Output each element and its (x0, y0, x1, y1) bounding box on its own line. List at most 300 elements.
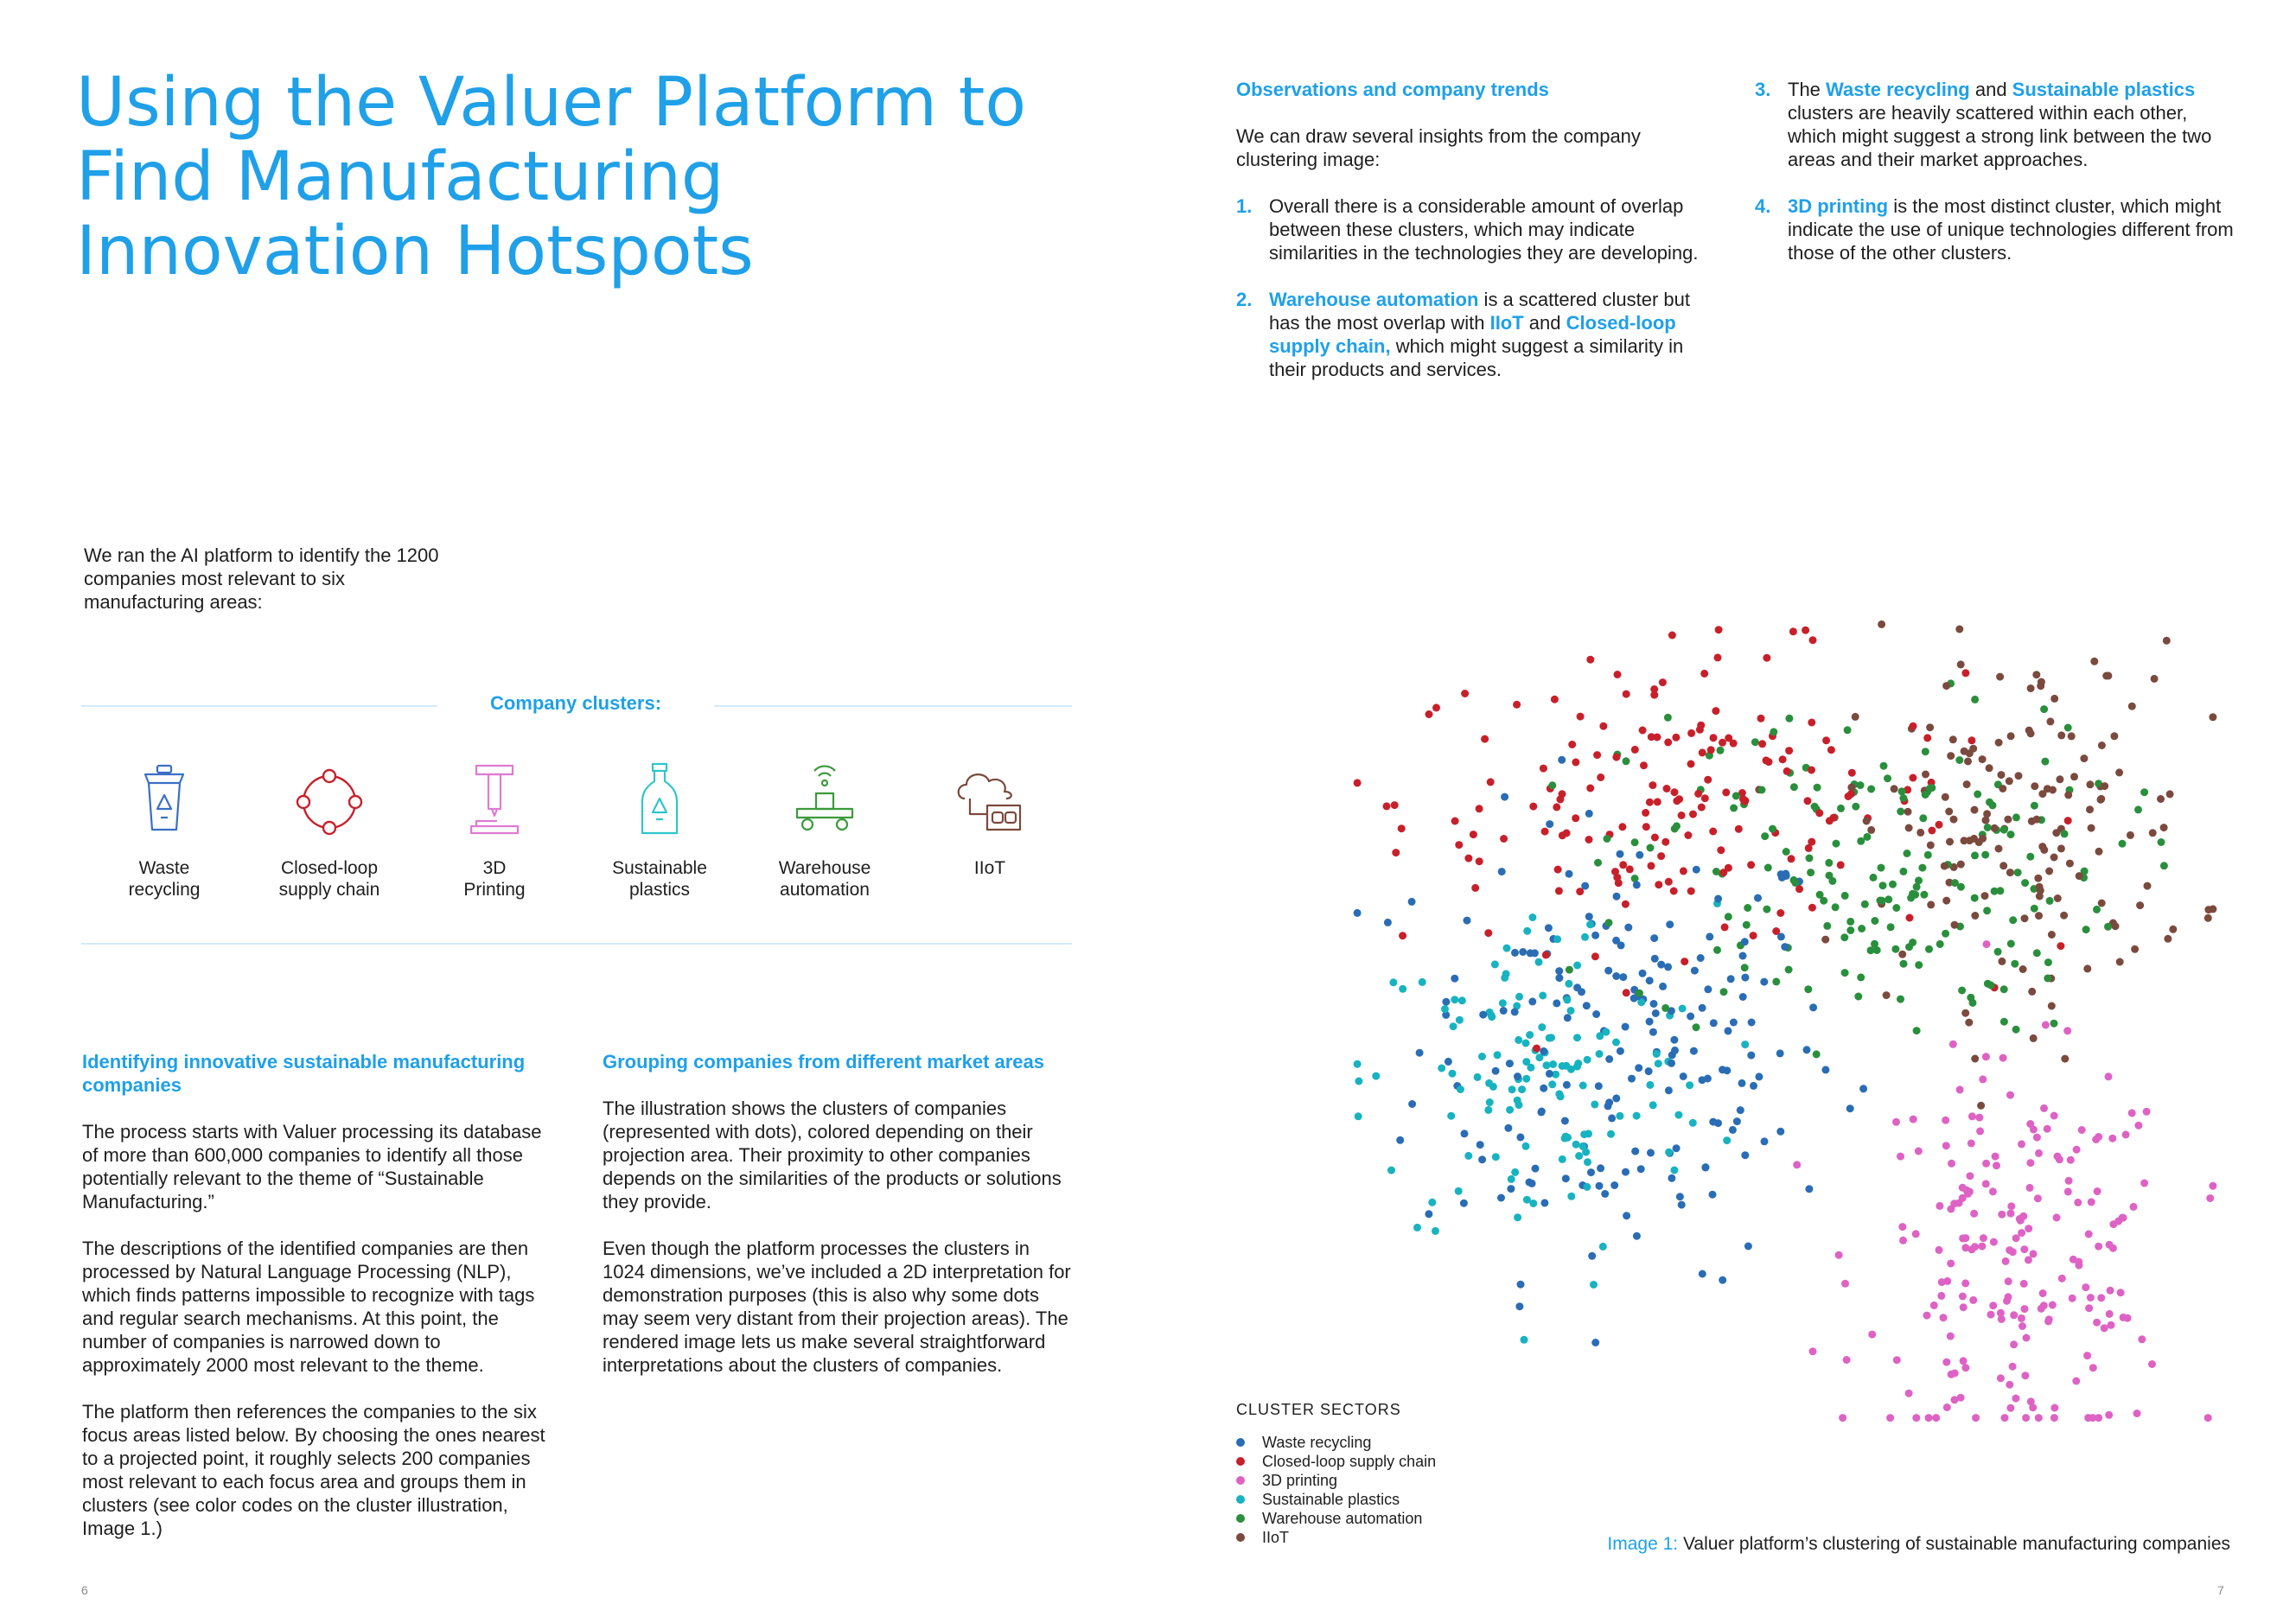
scatter-point (1503, 945, 1511, 952)
scatter-point (1919, 814, 1927, 822)
scatter-point (1449, 1070, 1457, 1078)
scatter-point (2018, 1229, 2025, 1237)
scatter-point (1607, 1130, 1615, 1138)
scatter-point (1706, 932, 1713, 940)
scatter-point (1555, 974, 1563, 982)
scatter-point (1581, 882, 1589, 890)
scatter-point (2019, 965, 2027, 973)
scatter-point (1981, 892, 1989, 900)
scatter-point (1809, 1347, 1817, 1355)
scatter-point (1857, 973, 1865, 981)
scatter-point (1727, 975, 1735, 983)
scatter-point (2015, 772, 2023, 780)
scatter-point (2012, 1395, 2019, 1403)
scatter-point (1582, 1149, 1590, 1156)
scatter-point (1846, 926, 1854, 934)
legend-dot (1236, 1533, 1245, 1542)
scatter-point (1566, 870, 1573, 878)
scatter-point (1887, 923, 1895, 931)
scatter-point (1961, 1009, 1969, 1017)
scatter-point (1559, 1155, 1566, 1163)
scatter-point (1585, 836, 1593, 843)
scatter-point (1635, 1064, 1642, 1072)
scatter-point (1704, 985, 1712, 993)
scatter-point (1687, 761, 1695, 768)
scatter-point (1755, 1072, 1763, 1080)
scatter-point (2119, 840, 2127, 848)
scatter-point (2136, 901, 2144, 909)
scatter-point (1500, 835, 1508, 843)
scatter-point (1710, 1019, 1718, 1027)
scatter-point (2117, 1289, 2125, 1296)
scatter-point (1384, 919, 1392, 926)
scatter-point (1693, 1023, 1700, 1031)
scatter-point (2053, 1213, 2061, 1221)
scatter-point (1893, 1356, 1901, 1364)
scatter-point (2087, 1294, 2095, 1302)
scatter-point (1521, 1336, 1528, 1344)
scatter-point (1596, 1050, 1604, 1058)
scatter-point (2109, 1220, 2117, 1228)
observation-text: and (1523, 312, 1566, 334)
scatter-point (2007, 831, 2015, 838)
scatter-point (1781, 943, 1789, 951)
scatter-point (1997, 1309, 2005, 1317)
scatter-point (2006, 1092, 2014, 1099)
scatter-point (1470, 831, 1477, 838)
scatter-point (1597, 773, 1604, 781)
scatter-point (1464, 917, 1471, 925)
scatter-point (1937, 1292, 1945, 1300)
scatter-point (2105, 1072, 2113, 1080)
scatter-point (2029, 1403, 2037, 1411)
scatter-point (2093, 906, 2101, 913)
scatter-point (1519, 948, 1527, 956)
scatter-point (2169, 926, 2177, 933)
scatter-point (1840, 933, 1848, 941)
scatter-point (1922, 771, 1929, 779)
scatter-point (2133, 1410, 2141, 1417)
scatter-point (1857, 837, 1865, 845)
scatter-point (1590, 1281, 1598, 1289)
scatter-point (2025, 1225, 2032, 1232)
scatter-point (1540, 1199, 1548, 1206)
scatter-point (1714, 1119, 1722, 1127)
scatter-point (2085, 1304, 2093, 1312)
scatter-point (1455, 841, 1463, 849)
scatter-point (2018, 1140, 2025, 1148)
scatter-point (2052, 829, 2060, 837)
scatter-point (2157, 795, 2165, 803)
scatter-point (2064, 1187, 2072, 1195)
scatter-point (1889, 881, 1897, 888)
scatter-point (1763, 906, 1770, 913)
scatter-point (1750, 932, 1757, 939)
scatter-point (1808, 767, 1815, 774)
scatter-point (1739, 952, 1747, 960)
scatter-point (2028, 988, 2036, 996)
scatter-point (1398, 824, 1406, 832)
scatter-point (1484, 929, 1492, 937)
scatter-point (1583, 1002, 1591, 1009)
scatter-point (1947, 1333, 1955, 1340)
scatter-point (1917, 829, 1924, 837)
scatter-point (1969, 1296, 1977, 1304)
scatter-point (2012, 1026, 2020, 1034)
scatter-point (1581, 933, 1589, 941)
cluster-waste-recycling (91, 761, 238, 901)
scatter-point (2148, 1360, 2156, 1368)
scatter-point (1594, 859, 1602, 867)
scatter-point (1665, 1149, 1673, 1156)
scatter-point (1891, 945, 1899, 953)
scatter-point (1392, 849, 1400, 856)
divider-left (81, 705, 437, 707)
scatter-point (2058, 1275, 2066, 1282)
scatter-point (1549, 1060, 1557, 1068)
scatter-point (2012, 813, 2020, 821)
cluster-label-line1: Closed-loop (280, 858, 379, 878)
scatter-point (2070, 773, 2078, 780)
scatter-point (2031, 905, 2038, 913)
observation-text: is the most distinct cluster, which might indicate the use of unique technologies different from those of the other clusters. (1788, 195, 2234, 264)
scatter-point (1823, 922, 1831, 930)
scatter-point (1553, 999, 1560, 1007)
scatter-point (1599, 722, 1607, 730)
scatter-point (1413, 1224, 1421, 1232)
scatter-point (1693, 866, 1700, 874)
legend-dot (1236, 1438, 1245, 1447)
scatter-point (1616, 1112, 1623, 1120)
scatter-point (1982, 1160, 1990, 1168)
scatter-point (1730, 805, 1738, 812)
scatter-point (1646, 977, 1654, 984)
scatter-point (1563, 996, 1571, 1004)
scatter-point (1961, 1364, 1969, 1372)
scatter-point (1955, 756, 1963, 764)
cluster-label-line1: Waste (138, 858, 190, 878)
scatter-point (2049, 1302, 2057, 1309)
scatter-point (2089, 1364, 2097, 1372)
legend-label: 3D printing (1262, 1472, 1338, 1489)
scatter-point (1936, 821, 1943, 829)
legend-label: Closed-loop supply chain (1262, 1453, 1437, 1470)
scatter-point (1592, 1010, 1600, 1018)
scatter-point (2128, 1109, 2136, 1117)
scatter-point (1479, 1011, 1487, 1019)
scatter-point (2031, 802, 2038, 810)
scatter-point (1474, 1073, 1482, 1081)
scatter-point (1597, 1164, 1604, 1172)
scatter-point (1529, 803, 1537, 811)
scatter-point (1925, 1414, 1933, 1422)
scatter-point (1750, 1082, 1757, 1090)
scatter-point (1770, 728, 1777, 735)
scatter-point (1861, 901, 1869, 908)
scatter-point (1912, 1414, 1920, 1422)
scatter-point (1924, 851, 1932, 859)
scatter-point (1687, 888, 1695, 895)
scatter-point (1987, 1311, 1995, 1319)
highlight: Sustainable plastics (2012, 79, 2196, 100)
scatter-point (2054, 894, 2062, 902)
scatter-point (1841, 969, 1849, 977)
scatter-point (1996, 673, 2004, 681)
scatter-point (1698, 804, 1706, 812)
scatter-point (1673, 822, 1681, 830)
scatter-point (1807, 869, 1814, 876)
scatter-point (2001, 1414, 2009, 1422)
scatter-point (1904, 850, 1911, 857)
scatter-point (2006, 777, 2013, 785)
scatter-point (1722, 788, 1730, 796)
scatter-point (1898, 951, 1906, 958)
scatter-point (1555, 887, 1563, 894)
scatter-point (1837, 805, 1845, 812)
scatter-point (2037, 682, 2044, 690)
observation-text: The (1788, 79, 1827, 100)
scatter-point (1605, 1055, 1613, 1063)
scatter-point (2028, 818, 2036, 825)
scatter-point (1981, 851, 1989, 859)
scatter-point (2209, 905, 2216, 913)
scatter-point (1504, 1124, 1512, 1132)
scatter-point (1878, 864, 1885, 872)
scatter-point (1936, 1202, 1943, 1210)
scatter-point (1909, 774, 1917, 782)
scatter-point (1657, 852, 1665, 860)
scatter-point (2097, 796, 2105, 804)
highlight: 3D printing (1788, 195, 1889, 217)
scatter-point (2074, 1199, 2082, 1206)
scatter-point (1354, 1060, 1362, 1068)
scatter-point (1533, 1045, 1540, 1053)
scatter-point (1624, 924, 1632, 932)
scatter-point (1815, 809, 1823, 817)
page-number-right: 7 (2217, 1583, 2224, 1597)
scatter-point (2078, 1126, 2086, 1134)
scatter-point (1612, 1094, 1620, 1102)
observations-column (1236, 78, 1707, 404)
scatter-point (1668, 632, 1676, 640)
scatter-point (2098, 900, 2106, 907)
scatter-point (2086, 805, 2094, 813)
scatter-point (1835, 1251, 1843, 1259)
scatter-point (2005, 1277, 2012, 1285)
scatter-point (1949, 735, 1957, 743)
scatter-point (1928, 827, 1936, 835)
scatter-point (2031, 782, 2038, 790)
scatter-point (2064, 791, 2072, 799)
scatter-point (1942, 897, 1950, 905)
scatter-point (1593, 751, 1601, 759)
scatter-point (1354, 779, 1362, 786)
scatter-point (1922, 791, 1929, 799)
scatter-point (1963, 1187, 1971, 1194)
scatter-point (2014, 869, 2022, 876)
scatter-point (1704, 776, 1712, 784)
scatter-point (1905, 824, 1913, 832)
scatter-point (2069, 1295, 2076, 1302)
scatter-point (2057, 731, 2065, 739)
scatter-point (1821, 1066, 1829, 1073)
scatter-point (2107, 1287, 2114, 1295)
scatter-point (1501, 793, 1508, 801)
scatter-point (1927, 842, 1935, 850)
scatter-point (2097, 1294, 2105, 1302)
scatter-point (2067, 1156, 2075, 1164)
scatter-point (1391, 801, 1399, 809)
scatter-point (1545, 924, 1553, 932)
scatter-point (1578, 988, 1585, 996)
scatter-point (1484, 1106, 1492, 1114)
scatter-point (2080, 754, 2088, 762)
scatter-point (1526, 1031, 1534, 1039)
scatter-point (1691, 967, 1699, 975)
scatter-point (2064, 724, 2072, 732)
scatter-point (1971, 894, 1979, 902)
scatter-point (1841, 892, 1849, 900)
scatter-point (1945, 808, 1953, 816)
scatter-point (1514, 1213, 1521, 1221)
scatter-point (1555, 967, 1563, 975)
scatter-point (2022, 1414, 2030, 1422)
scatter-point (1854, 993, 1862, 1001)
scatter-point (1670, 1167, 1678, 1174)
scatter-point (1951, 1396, 1959, 1403)
scatter-point (1596, 1182, 1604, 1190)
scatter-point (1516, 1133, 1524, 1141)
scatter-point (2021, 1372, 2029, 1379)
scatter-point (2020, 1245, 2028, 1253)
scatter-point (1959, 1293, 1967, 1301)
scatter-point (1966, 1172, 1974, 1180)
scatter-point (1460, 1200, 1468, 1207)
scatter-point (1983, 940, 1991, 948)
scatter-point (1970, 1210, 1978, 1218)
scatter-point (1837, 861, 1845, 869)
scatter-point (1941, 862, 1948, 870)
scatter-point (1998, 771, 2006, 779)
scatter-point (1761, 832, 1769, 840)
scatter-point (1457, 1085, 1464, 1093)
observations-column-2 (1755, 78, 2239, 288)
scatter-point (2048, 931, 2056, 939)
scatter-point (1859, 1085, 1867, 1092)
scatter-point (2033, 1134, 2041, 1142)
scatter-point (1897, 1153, 1904, 1161)
scatter-point (1951, 879, 1959, 887)
scatter-point (1899, 1237, 1907, 1244)
scatter-point (1811, 803, 1819, 811)
scatter-point (1808, 838, 1815, 846)
scatter-point (1650, 685, 1658, 693)
scatter-point (1628, 1075, 1636, 1083)
scatter-point (1591, 1101, 1598, 1109)
scatter-point (1961, 669, 1969, 677)
scatter-point (1971, 806, 1979, 814)
scatter-point (2000, 985, 2008, 993)
scatter-point (1956, 1085, 1964, 1093)
scatter-point (1964, 758, 1972, 766)
scatter-point (1715, 626, 1723, 633)
scatter-point (1825, 859, 1833, 867)
scatter-point (1948, 1160, 1955, 1168)
scatter-point (1906, 914, 1914, 922)
scatter-point (1515, 993, 1523, 1001)
scatter-point (1497, 1194, 1505, 1202)
scatter-point (1551, 696, 1559, 703)
scatter-point (2104, 923, 2112, 931)
legend-dot (1236, 1457, 1245, 1466)
scatter-point (2056, 1155, 2063, 1163)
cluster-legend (1236, 1400, 1521, 1547)
scatter-point (1507, 1185, 1515, 1193)
scatter-point (1425, 1210, 1432, 1218)
scatter-point (1779, 755, 1787, 763)
scatter-point (1843, 1356, 1851, 1364)
paragraph: The process starts with Valuer processing its database of more than 600,000 companies to identify all those potentially relevant to the theme of “Sustainable Manufacturing.” (82, 1121, 542, 1212)
legend-label: Warehouse automation (1262, 1510, 1423, 1527)
scatter-point (1583, 1183, 1591, 1191)
scatter-point (1661, 838, 1669, 846)
scatter-point (1500, 1007, 1508, 1015)
scatter-point (2164, 935, 2172, 943)
cluster-label-line2: Printing (463, 880, 526, 900)
scatter-point (1673, 1144, 1681, 1152)
scatter-point (1513, 701, 1521, 709)
scatter-point (1617, 941, 1625, 949)
scatter-point (1458, 996, 1466, 1004)
scatter-point (1733, 1117, 1741, 1125)
scatter-point (1613, 893, 1621, 901)
scatter-point (1591, 952, 1599, 960)
scatter-point (1481, 735, 1489, 743)
scatter-point (1738, 1079, 1746, 1087)
legend-label: IIoT (1262, 1529, 1290, 1546)
scatter-point (1689, 811, 1697, 818)
scatter-point (2004, 816, 2012, 824)
scatter-point (2209, 713, 2216, 721)
scatter-point (1355, 1112, 1362, 1120)
scatter-point (1671, 788, 1679, 796)
scatter-point (1563, 1081, 1571, 1089)
scatter-point (1892, 1118, 1900, 1126)
scatter-point (1947, 1206, 1955, 1213)
scatter-point (1690, 1047, 1698, 1055)
scatter-point (1984, 980, 1992, 988)
scatter-point (1372, 1072, 1380, 1080)
scatter-point (1461, 690, 1469, 697)
scatter-point (1974, 791, 1981, 799)
scatter-point (2050, 1020, 2058, 1028)
scatter-point (1930, 1302, 1938, 1309)
scatter-point (1915, 961, 1923, 969)
scatter-point (1783, 848, 1790, 856)
scatter-point (1514, 1097, 1521, 1104)
scatter-point (2063, 1027, 2071, 1034)
scatter-point (1873, 946, 1881, 954)
scatter-point (2027, 684, 2035, 692)
scatter-point (1538, 1023, 1546, 1031)
scatter-point (2057, 942, 2064, 950)
scatter-point (2038, 1305, 2045, 1313)
scatter-point (1965, 1019, 1973, 1027)
scatter-point (1839, 1414, 1846, 1422)
scatter-point (1646, 799, 1654, 806)
scatter-point (1617, 1047, 1624, 1055)
scatter-point (1793, 1161, 1801, 1168)
